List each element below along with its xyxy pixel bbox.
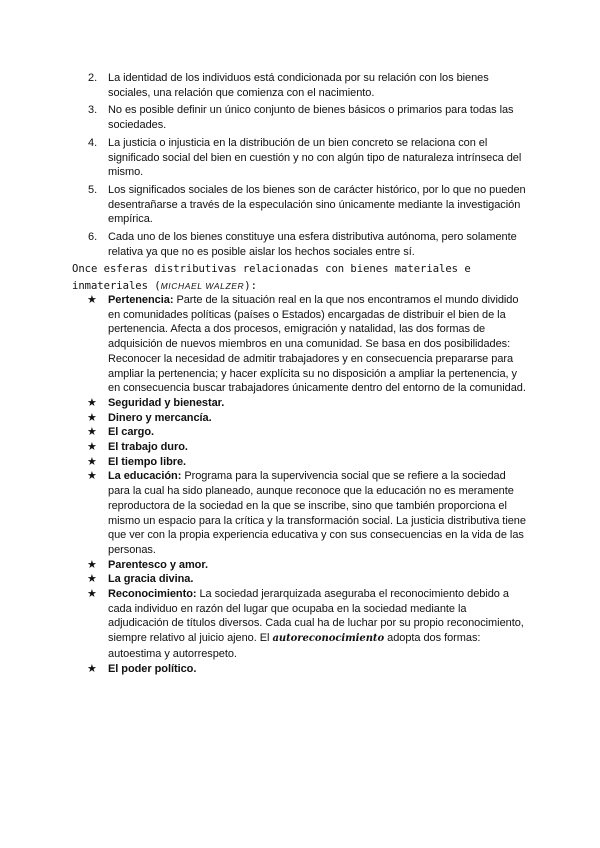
sphere-item-trabajo (0, 440, 600, 455)
sphere-term: La gracia divina. (108, 573, 194, 586)
sphere-text (108, 396, 528, 411)
sphere-description: Programa para la supervivencia social que se refiere a la sociedad para la cual ha sido planeado, aunque reconoce que la educación no es meramente reproductora de la sociedad en la que se inscribe, sino que también proporciona el mismo un espacio para la crítica y la transformación social. La justicia distributiva tiene que ver con la propia experiencia educativa y con sus consecuencias en la vida de las personas. (108, 470, 526, 556)
sphere-item-pertenencia (0, 293, 600, 396)
sphere-term: La educación: (108, 470, 182, 483)
list-number: 2. (88, 72, 98, 84)
sphere-text (108, 572, 528, 587)
sphere-item-educacion (0, 469, 600, 557)
sphere-item-reconocimiento (0, 587, 600, 662)
star-icon: ★ (87, 293, 97, 306)
list-item (0, 230, 600, 259)
list-number: 4. (88, 136, 98, 149)
list-number: 3. (88, 104, 98, 117)
heading-text-end: ): (244, 279, 257, 292)
sphere-term: El poder político. (108, 662, 197, 675)
list-item-text: No es posible definir un único conjunto de bienes básicos o primarios para todas las sociedades. (108, 104, 514, 132)
star-icon: ★ (87, 469, 97, 483)
list-item (0, 103, 600, 132)
star-icon: ★ (87, 557, 97, 571)
sphere-text (108, 558, 528, 573)
sphere-text (108, 455, 528, 470)
sphere-item-dinero (0, 411, 600, 426)
list-item-text: La justicia o injusticia en la distribución de un bien concreto se relaciona con el significado social del bien en cuestión y no con algún tipo de naturaleza intrínseca del mismo. (108, 136, 522, 179)
list-item (0, 183, 600, 227)
sphere-text (108, 440, 528, 455)
list-item (0, 71, 600, 100)
sphere-text (108, 425, 528, 440)
sphere-term: El cargo. (108, 426, 155, 439)
sphere-term: Parentesco y amor. (108, 558, 208, 571)
star-icon: ★ (87, 587, 97, 601)
sphere-item-seguridad (0, 396, 600, 411)
star-icon: ★ (87, 440, 97, 454)
star-icon: ★ (87, 425, 97, 439)
sphere-description: La sociedad jerarquizada aseguraba el reconocimiento debido a cada individuo en razón del lugar que ocupaba en la sociedad mediante la adjudicación de títulos diversos. Cada cual ha de luchar por su propio reconocimiento, siempre relativo al juicio ajeno. El (108, 588, 524, 645)
star-icon: ★ (87, 410, 97, 424)
list-item-text: La identidad de los individuos está condicionada por su relación con los bienes sociales, una relación que comienza con el nacimiento. (108, 72, 489, 99)
numbered-list (0, 71, 600, 262)
sphere-term: El tiempo libre. (108, 455, 187, 468)
sphere-text (108, 587, 528, 662)
list-item-text: Cada uno de los bienes constituye una esfera distributiva autónoma, pero solamente relativa ya que no es posible aislar los hechos sociales entre sí. (108, 231, 517, 258)
star-icon: ★ (87, 661, 97, 675)
list-number: 5. (88, 183, 98, 196)
sphere-description-end: adopta dos formas: autoestima y autorrespeto. (108, 632, 481, 660)
heading-text: Once esferas distributivas relacionadas con bienes materiales e inmateriales ( (72, 263, 471, 292)
sphere-item-poder (0, 662, 600, 677)
sphere-item-cargo (0, 425, 600, 440)
star-icon: ★ (87, 454, 97, 468)
sphere-item-parentesco (0, 558, 600, 573)
sphere-term: Seguridad y bienestar. (108, 396, 225, 409)
sphere-term: Dinero y mercancía. (108, 411, 212, 424)
section-heading (72, 261, 532, 294)
sphere-description: Parte de la situación real en la que nos encontramos el mundo dividido en comunidades políticas (países o Estados) encargadas de distribuir el bien de la pertenencia. Afecta a dos procesos, emigración y natalidad, las dos formas de adquisición de nuevos miembros en una comunidad. Se basa en dos posibilidades: Reconocer la necesidad de admitir trabajadores y en consecuencia prepararse para ampliar la pertenencia; y hacer explícita su no disposición a ampliar la pertenencia, y en consecuencia buscar trabajadores únicamente dentro del entorno de la comunidad. (108, 294, 526, 395)
list-number: 6. (88, 231, 98, 244)
author-name: MICHAEL WALZER (160, 280, 245, 291)
list-item (0, 136, 600, 180)
list-item-text: Los significados sociales de los bienes son de carácter histórico, por lo que no pueden desentrañarse a través de la especulación sino únicamente mediante la investigación empírica. (108, 183, 526, 226)
star-icon: ★ (87, 572, 97, 586)
sphere-text (108, 469, 528, 557)
sphere-item-gracia (0, 572, 600, 587)
spheres-list (0, 293, 600, 676)
sphere-text (108, 662, 528, 677)
sphere-term: Pertenencia: (108, 294, 174, 306)
sphere-text (108, 411, 528, 426)
sphere-text (108, 293, 528, 396)
emphasis-term: autoreconocimiento (272, 633, 385, 645)
sphere-item-tiempo-libre (0, 455, 600, 470)
sphere-term: Reconocimiento: (108, 588, 197, 601)
star-icon: ★ (87, 395, 97, 409)
sphere-term: El trabajo duro. (108, 441, 188, 454)
